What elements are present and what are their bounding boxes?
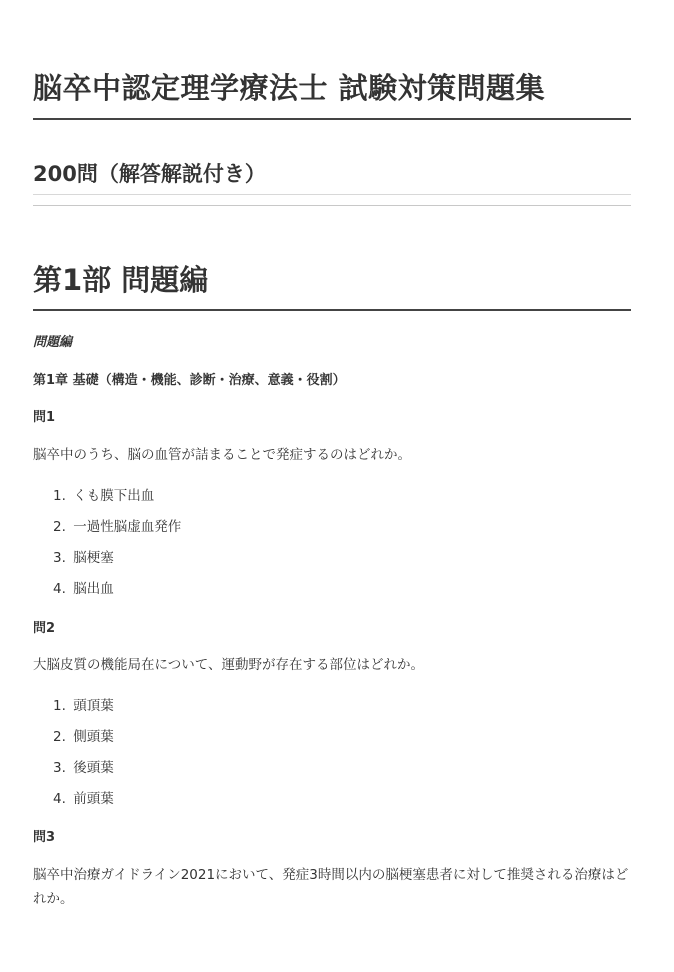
subtitle-divider-top [33, 194, 631, 195]
part-divider [33, 309, 631, 311]
question-1-heading: 問1 [33, 410, 56, 425]
subtitle-divider-bottom [33, 205, 631, 206]
section-label: 問題編 [33, 335, 73, 350]
choice-item: 4. 脳出血 [53, 581, 114, 597]
document-title: 脳卒中認定理学療法士 試験対策問題集 [33, 71, 546, 105]
choice-item: 2. 一過性脳虚血発作 [53, 519, 182, 535]
question-2-text: 大脳皮質の機能局在について、運動野が存在する部位はどれか。 [33, 657, 424, 673]
question-3-heading: 問3 [33, 830, 56, 845]
title-divider [33, 118, 631, 120]
question-2-choices [53, 694, 114, 818]
question-1-text: 脳卒中のうち、脳の血管が詰まることで発症するのはどれか。 [33, 447, 411, 463]
question-3-text: 脳卒中治療ガイドライン2021において、発症3時間以内の脳梗塞患者に対して推奨される治療はどれか。 [33, 867, 629, 907]
question-1-choices [53, 484, 181, 608]
choice-item: 3. 後頭葉 [53, 760, 114, 776]
choice-item: 1. くも膜下出血 [53, 488, 155, 504]
chapter-title: 第1章 基礎（構造・機能、診断・治療、意義・役割） [33, 373, 346, 388]
choice-item: 3. 脳梗塞 [53, 550, 114, 566]
document-subtitle: 200問（解答解説付き） [33, 162, 266, 186]
choice-item: 4. 前頭葉 [53, 791, 114, 807]
question-2-heading: 問2 [33, 621, 56, 636]
part-title: 第1部 問題編 [33, 263, 209, 297]
choice-item: 2. 側頭葉 [53, 729, 114, 745]
choice-item: 1. 頭頂葉 [53, 698, 114, 714]
